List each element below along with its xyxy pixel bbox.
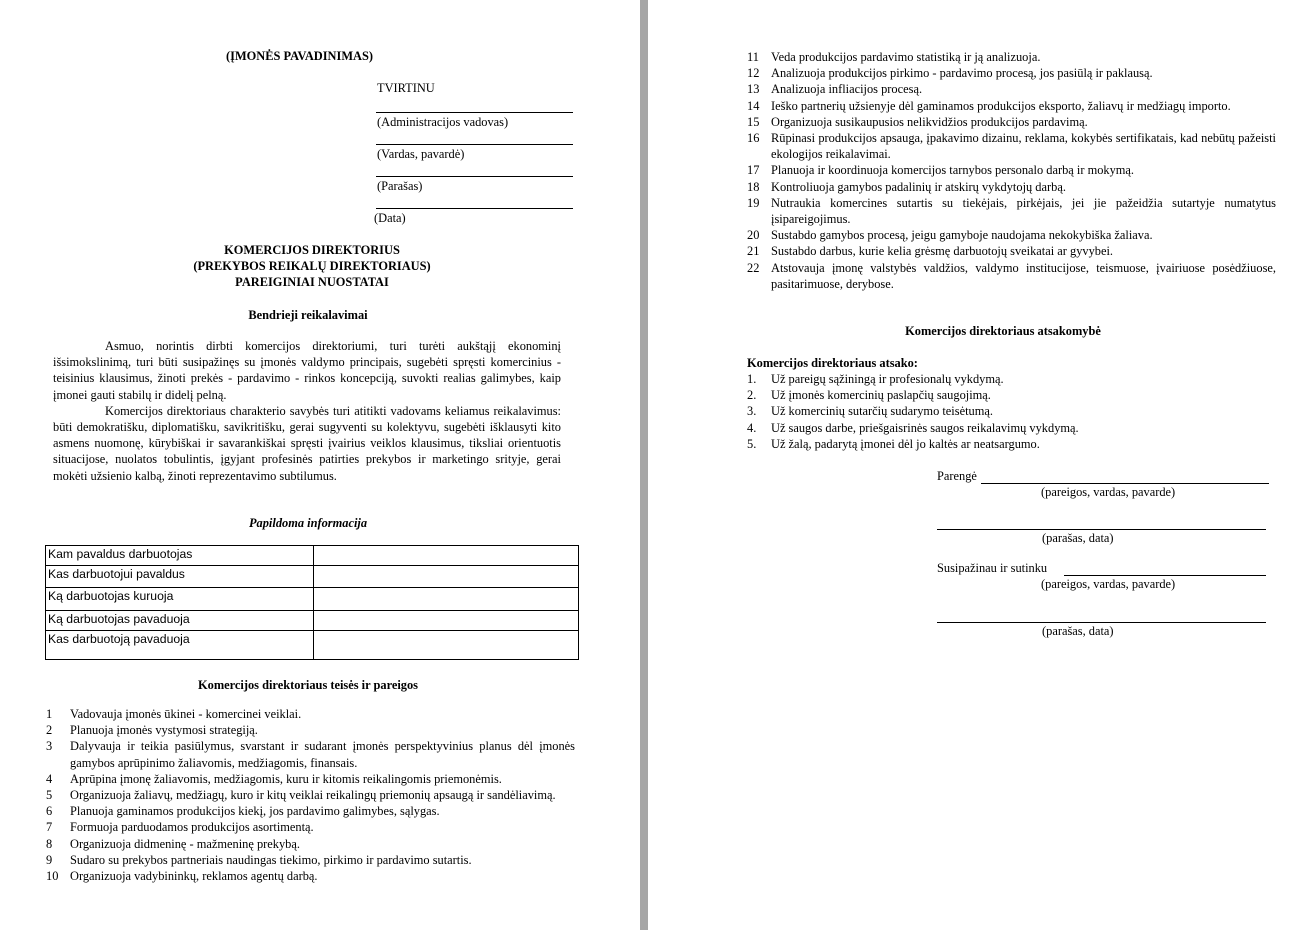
page-divider <box>640 0 648 930</box>
general-paragraph-2: Komercijos direktoriaus charakterio savybės turi atitikti vadovams keliamus reikalavimus: būti demokratišku, diplomatišku, savikritišku, gerai sugyventi su kolektyvu, sugebėti išklausyti kito asmens nuomonę, kūrybiškai ir savarankiškai spręsti įvairius veiklos klausimus, tiksliai orientuotis situacijose, nuolatos tobulintis, įgyjant profesinės patirties prekybos ir marketingo srityje, gerai mokėti užsienio kalbą, žinoti reprezentavimo subtilumus. <box>53 403 561 483</box>
section-general-heading: Bendrieji reikalavimai <box>248 308 368 322</box>
table-row <box>46 566 579 588</box>
list-item: 4. Už saugos darbe, priešgaisrinės saugos reikalavimų vykdymą. <box>747 420 1079 435</box>
duties-list-continued <box>747 49 1276 292</box>
table-cell-label: Ką darbuotojas kuruoja <box>46 588 314 611</box>
prepared-line <box>981 483 1269 484</box>
table-cell-value <box>314 631 579 660</box>
list-item: 22 Atstovauja įmonę valstybės valdžios, valdymo institucijose, teismuose, įvairiuose posėdžiuose, pasitarimuose, derybose. <box>747 260 1276 291</box>
agreed-caption: (pareigos, vardas, pavarde) <box>1041 577 1176 591</box>
table-row <box>46 546 579 566</box>
table-row <box>46 611 579 631</box>
list-item: 2 Planuoja įmonės vystymosi strategiją. <box>46 723 258 738</box>
approve-caption-signature: (Parašas) <box>377 179 423 193</box>
page-left <box>0 0 640 930</box>
prepared-signature-line <box>937 529 1266 530</box>
prepared-caption: (pareigos, vardas, pavarde) <box>1041 485 1176 499</box>
agreed-label: Susipažinau ir sutinku <box>937 561 1048 575</box>
list-item: 18 Kontroliuoja gamybos padalinių ir atskirų vykdytojų darbą. <box>747 179 1066 194</box>
agreed-signature-line <box>937 622 1266 623</box>
approve-line-2 <box>376 144 573 145</box>
list-item: 11 Veda produkcijos pardavimo statistiką ir ją analizuoja. <box>747 50 1041 64</box>
general-requirements <box>53 338 561 484</box>
list-item: 13 Analizuoja infliacijos procesą. <box>747 82 923 97</box>
list-item: 10 Organizuoja vadybininkų, reklamos agentų darbą. <box>46 869 318 884</box>
approve-title: TVIRTINU <box>377 81 435 95</box>
prepared-label: Parengė <box>937 469 977 483</box>
list-item: 17 Planuoja ir koordinuoja komercijos tarnybos personalo darbą ir mokymą. <box>747 163 1135 178</box>
list-item: 12 Analizuoja produkcijos pirkimo - pardavimo procesą, jos pasiūlą ir paklausą. <box>747 66 1153 81</box>
list-item: 3 Dalyvauja ir teikia pasiūlymus, svarstant ir sudarant įmonės perspektyvinius planus dėl įmonės gamybos aprūpinimo žaliavomis, medžiagomis, finansais. <box>46 739 575 770</box>
table-row <box>46 631 579 660</box>
table-cell-value <box>314 546 579 566</box>
responsibility-list <box>747 371 1276 452</box>
general-paragraph-1: Asmuo, norintis dirbti komercijos direktoriumi, turi turėti aukštąjį ekonominį išsimokslinimą, turi būti susipažinęs su įmonės valdymo principais, sugebėti spręsti komercinius - teisinius klausimus, žinoti prekės - pardavimo - rinkos koncepciją, suvokti realias galimybes, kaip įmonei gauti stabilų ir didelį pelną. <box>53 339 561 402</box>
approve-line-4 <box>376 208 573 209</box>
doc-title-3: PAREIGINIAI NUOSTATAI <box>235 275 389 289</box>
table-row <box>46 588 579 611</box>
table-cell-value <box>314 588 579 611</box>
table-cell-value <box>314 566 579 588</box>
list-item: 7 Formuoja parduodamos produkcijos asortimentą. <box>46 820 314 835</box>
doc-title-2: (PREKYBOS REIKALŲ DIREKTORIAUS) <box>193 259 431 273</box>
approve-caption-head: (Administracijos vadovas) <box>377 115 509 129</box>
responsibility-subheading: Komercijos direktoriaus atsako: <box>747 356 918 370</box>
duties-list <box>46 706 575 884</box>
approve-caption-name: (Vardas, pavardė) <box>377 147 465 161</box>
list-item: 9 Sudaro su prekybos partneriais naudingas tiekimo, pirkimo ir pardavimo sutartis. <box>46 852 472 867</box>
list-item: 14 Ieško partnerių užsienyje dėl gaminamos produkcijos eksporto, žaliavų ir medžiagų importo. <box>747 98 1231 113</box>
prepared-signature-caption: (parašas, data) <box>1042 531 1114 545</box>
list-item: 3. Už komercinių sutarčių sudarymo teisėtumą. <box>747 404 993 419</box>
extra-info-table <box>45 545 579 660</box>
list-item: 15 Organizuoja susikaupusios nelikvidžios produkcijos pardavimą. <box>747 114 1088 129</box>
list-item: 5. Už žalą, padarytą įmonei dėl jo kaltės ar neatsargumo. <box>747 436 1040 451</box>
table-cell-label: Ką darbuotojas pavaduoja <box>46 611 314 631</box>
table-cell-label: Kas darbuotoją pavaduoja <box>46 631 314 660</box>
agreed-line <box>1064 575 1266 576</box>
table-cell-label: Kas darbuotojui pavaldus <box>46 566 314 588</box>
list-item: 16 Rūpinasi produkcijos apsauga, įpakavimo dizainu, reklama, kokybės sertifikatais, kad nebūtų pažeisti ekologijos reikalavimai. <box>747 131 1276 162</box>
agreed-signature-caption: (parašas, data) <box>1042 624 1114 638</box>
company-name: (ĮMONĖS PAVADINIMAS) <box>226 49 373 63</box>
doc-title-1: KOMERCIJOS DIREKTORIUS <box>224 243 400 257</box>
page-right <box>648 0 1314 930</box>
list-item: 5 Organizuoja žaliavų, medžiagų, kuro ir kitų veiklai reikalingų priemonių apsaugą ir sandėliavimą. <box>46 788 556 803</box>
list-item: 21 Sustabdo darbus, kurie kelia grėsmę darbuotojų sveikatai ar gyvybei. <box>747 244 1114 259</box>
list-item: 4 Aprūpina įmonę žaliavomis, medžiagomis, kuru ir kitomis reikalingomis priemonėmis. <box>46 771 502 786</box>
approve-line-1 <box>376 112 573 113</box>
table-cell-label: Kam pavaldus darbuotojas <box>46 546 314 566</box>
list-item: 6 Planuoja gaminamos produkcijos kiekį, jos pardavimo galimybes, sąlygas. <box>46 804 440 819</box>
approve-line-3 <box>376 176 573 177</box>
approve-caption-date: (Data) <box>374 211 406 225</box>
section-duties-heading: Komercijos direktoriaus teisės ir pareigos <box>197 678 419 692</box>
list-item: 8 Organizuoja didmeninę - mažmeninę prekybą. <box>46 836 300 851</box>
list-item: 2. Už įmonės komercinių paslapčių saugojimą. <box>747 388 991 403</box>
list-item: 20 Sustabdo gamybos procesą, jeigu gamyboje naudojama nekokybiška žaliava. <box>747 228 1153 243</box>
section-extra-heading: Papildoma informacija <box>248 516 368 530</box>
list-item: 1 Vadovauja įmonės ūkinei - komercinei veiklai. <box>46 707 302 721</box>
section-responsibility-heading: Komercijos direktoriaus atsakomybė <box>905 324 1101 338</box>
list-item: 1. Už pareigų sąžiningą ir profesionalų vykdymą. <box>747 372 1004 386</box>
list-item: 19 Nutraukia komercines sutartis su tiekėjais, pirkėjais, jei jie pažeidžia sutartyje numatytus įsipareigojimus. <box>747 195 1276 227</box>
table-cell-value <box>314 611 579 631</box>
